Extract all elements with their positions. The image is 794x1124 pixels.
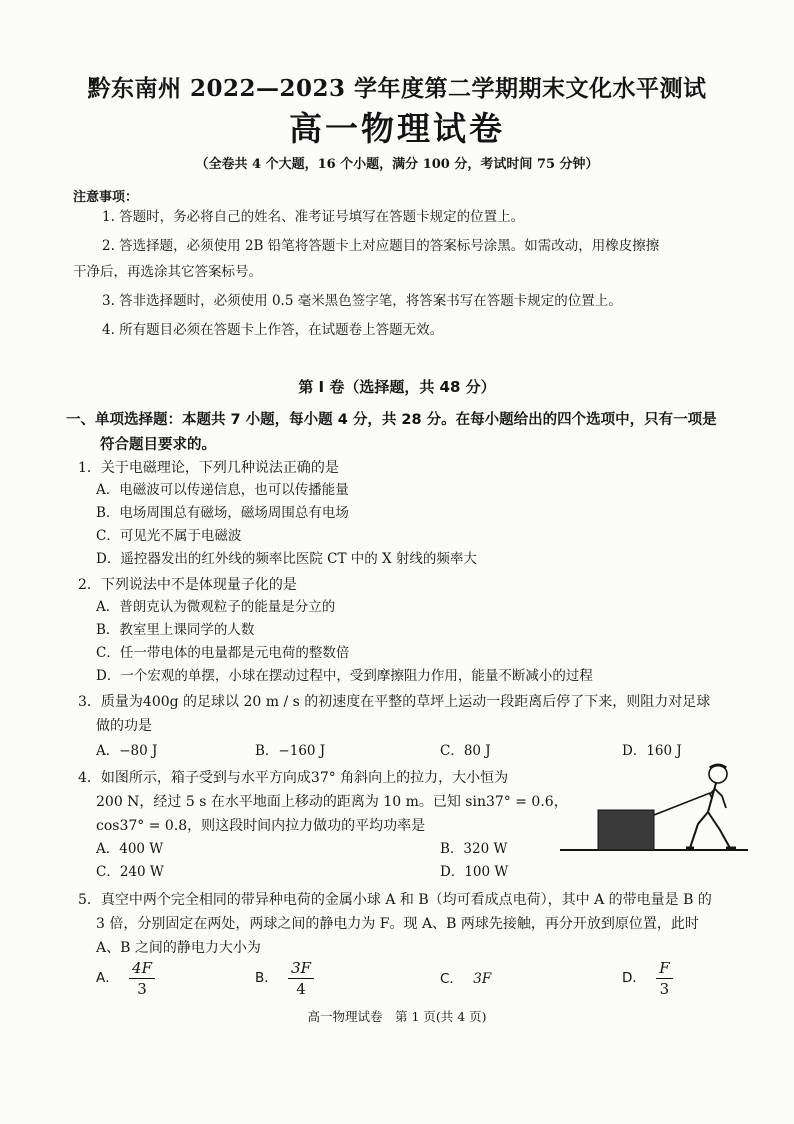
question-5-stem: 5．真空中两个完全相同的带异种电荷的金属小球 A 和 B（均可看成点电荷），其中 A 的带电量是 B 的 bbox=[78, 892, 712, 908]
note-item: 3. 答非选择题时，必须使用 0.5 毫米黑色签字笔，将答案书写在答题卡规定的位置上。 bbox=[102, 293, 622, 309]
exam-subtitle: （全卷共 4 个大题，16 个小题，满分 100 分，考试时间 75 分钟） bbox=[195, 157, 599, 172]
option-letter: D． bbox=[622, 970, 646, 986]
question-4-option-a: A．400 W bbox=[96, 841, 164, 857]
question-2-option-a: A．普朗克认为微观粒子的能量是分立的 bbox=[96, 599, 336, 615]
exam-title-line2: 高一物理试卷 bbox=[289, 109, 505, 148]
question-3-option-d: D．160 J bbox=[622, 743, 682, 759]
box-shape bbox=[598, 810, 654, 850]
part-heading-line1: 一、单项选择题：本题共 7 小题，每小题 4 分，共 28 分。在每小题给出的四个选项中，只有一项是 bbox=[66, 412, 717, 428]
question-1-stem: 1．关于电磁理论，下列几种说法正确的是 bbox=[78, 460, 339, 476]
question-5-option-d bbox=[622, 958, 673, 999]
question-3-stem-continued: 做的功是 bbox=[96, 718, 152, 734]
question-1-option-a: A．电磁波可以传递信息，也可以传播能量 bbox=[96, 482, 349, 498]
question-3-option-c: C．80 J bbox=[440, 743, 491, 759]
exam-title-line1: 黔东南州 2022—2023 学年度第二学期期末文化水平测试 bbox=[87, 75, 707, 102]
note-item: 4. 所有题目必须在答题卡上作答，在试题卷上答题无效。 bbox=[102, 322, 444, 338]
question-4-stem-continued: 200 N，经过 5 s 在水平地面上移动的距离为 10 m。已知 sin37° = 0.6， bbox=[96, 794, 568, 810]
question-3-option-a: A．−80 J bbox=[96, 743, 158, 759]
option-letter: C． bbox=[440, 971, 463, 987]
note-item: 2. 答选择题，必须使用 2B 铅笔将答题卡上对应题目的答案标号涂黑。如需改动，用橡皮擦擦 bbox=[102, 238, 660, 254]
question-5-option-c bbox=[440, 968, 491, 990]
question-4-option-c: C．240 W bbox=[96, 864, 164, 880]
part-heading bbox=[66, 408, 746, 458]
notes-heading: 注意事项： bbox=[73, 190, 139, 205]
question-2-stem: 2．下列说法中不是体现量子化的是 bbox=[78, 577, 297, 593]
fraction bbox=[129, 958, 155, 999]
question-5-stem-continued: 3 倍，分别固定在两处，两球之间的静电力为 F。现 A、B 两球先接触，再分开放到原位置，此时 bbox=[96, 916, 699, 932]
option-value: 3F bbox=[473, 971, 492, 987]
fraction bbox=[288, 958, 314, 999]
fraction-denominator: 3 bbox=[659, 980, 670, 998]
question-2-option-b: B．教室里上课同学的人数 bbox=[96, 622, 255, 638]
note-item: 1. 答题时，务必将自己的姓名、准考证号填写在答题卡规定的位置上。 bbox=[102, 209, 525, 225]
rope-line bbox=[654, 793, 710, 815]
page-footer: 高一物理试卷 第 1 页(共 4 页) bbox=[307, 1009, 487, 1024]
question-3-stem: 3．质量为400g 的足球以 20 m / s 的初速度在平整的草坪上运动一段距离后停了下来，则阻力对足球 bbox=[78, 694, 711, 710]
note-item-continued: 干净后，再选涂其它答案标号。 bbox=[73, 264, 262, 280]
question-5-option-b bbox=[255, 958, 314, 999]
option-letter: B． bbox=[255, 970, 278, 986]
question-4-stem: 4．如图所示，箱子受到与水平方向成37° 角斜向上的拉力，大小恒为 bbox=[78, 770, 509, 786]
question-4-stem-continued: cos37° = 0.8，则这段时间内拉力做功的平均功率是 bbox=[96, 818, 426, 834]
person-pulling-icon bbox=[686, 765, 736, 848]
question-1-option-c: C．可见光不属于电磁波 bbox=[96, 528, 242, 544]
option-letter: A． bbox=[96, 970, 119, 986]
question-4-option-b: B．320 W bbox=[440, 841, 508, 857]
question-2-option-c: C．任一带电体的电量都是元电荷的整数倍 bbox=[96, 645, 350, 661]
fraction-denominator: 3 bbox=[137, 980, 147, 998]
question-5-option-a bbox=[96, 958, 155, 999]
question-2-option-d: D．一个宏观的单摆，小球在摆动过程中，受到摩擦阻力作用，能量不断减小的过程 bbox=[96, 668, 593, 684]
box-pulling-figure bbox=[560, 760, 750, 856]
question-3-option-b: B．−160 J bbox=[255, 743, 326, 759]
fraction-denominator: 4 bbox=[296, 980, 306, 998]
fraction-numerator: F bbox=[656, 958, 672, 979]
question-1-option-d: D．遥控器发出的红外线的频率比医院 CT 中的 X 射线的频率大 bbox=[96, 551, 477, 567]
fraction bbox=[656, 958, 672, 999]
part-heading-line2: 符合题目要求的。 bbox=[100, 437, 216, 453]
fraction-numerator: 3F bbox=[288, 958, 314, 979]
question-1-option-b: B．电场周围总有磁场，磁场周围总有电场 bbox=[96, 505, 349, 521]
question-5-stem-continued: A、B 之间的静电力大小为 bbox=[96, 940, 261, 956]
fraction-numerator: 4F bbox=[129, 958, 155, 979]
question-4-option-d: D．100 W bbox=[440, 864, 509, 880]
section-heading: 第 Ⅰ 卷（选择题，共 48 分） bbox=[298, 378, 496, 396]
